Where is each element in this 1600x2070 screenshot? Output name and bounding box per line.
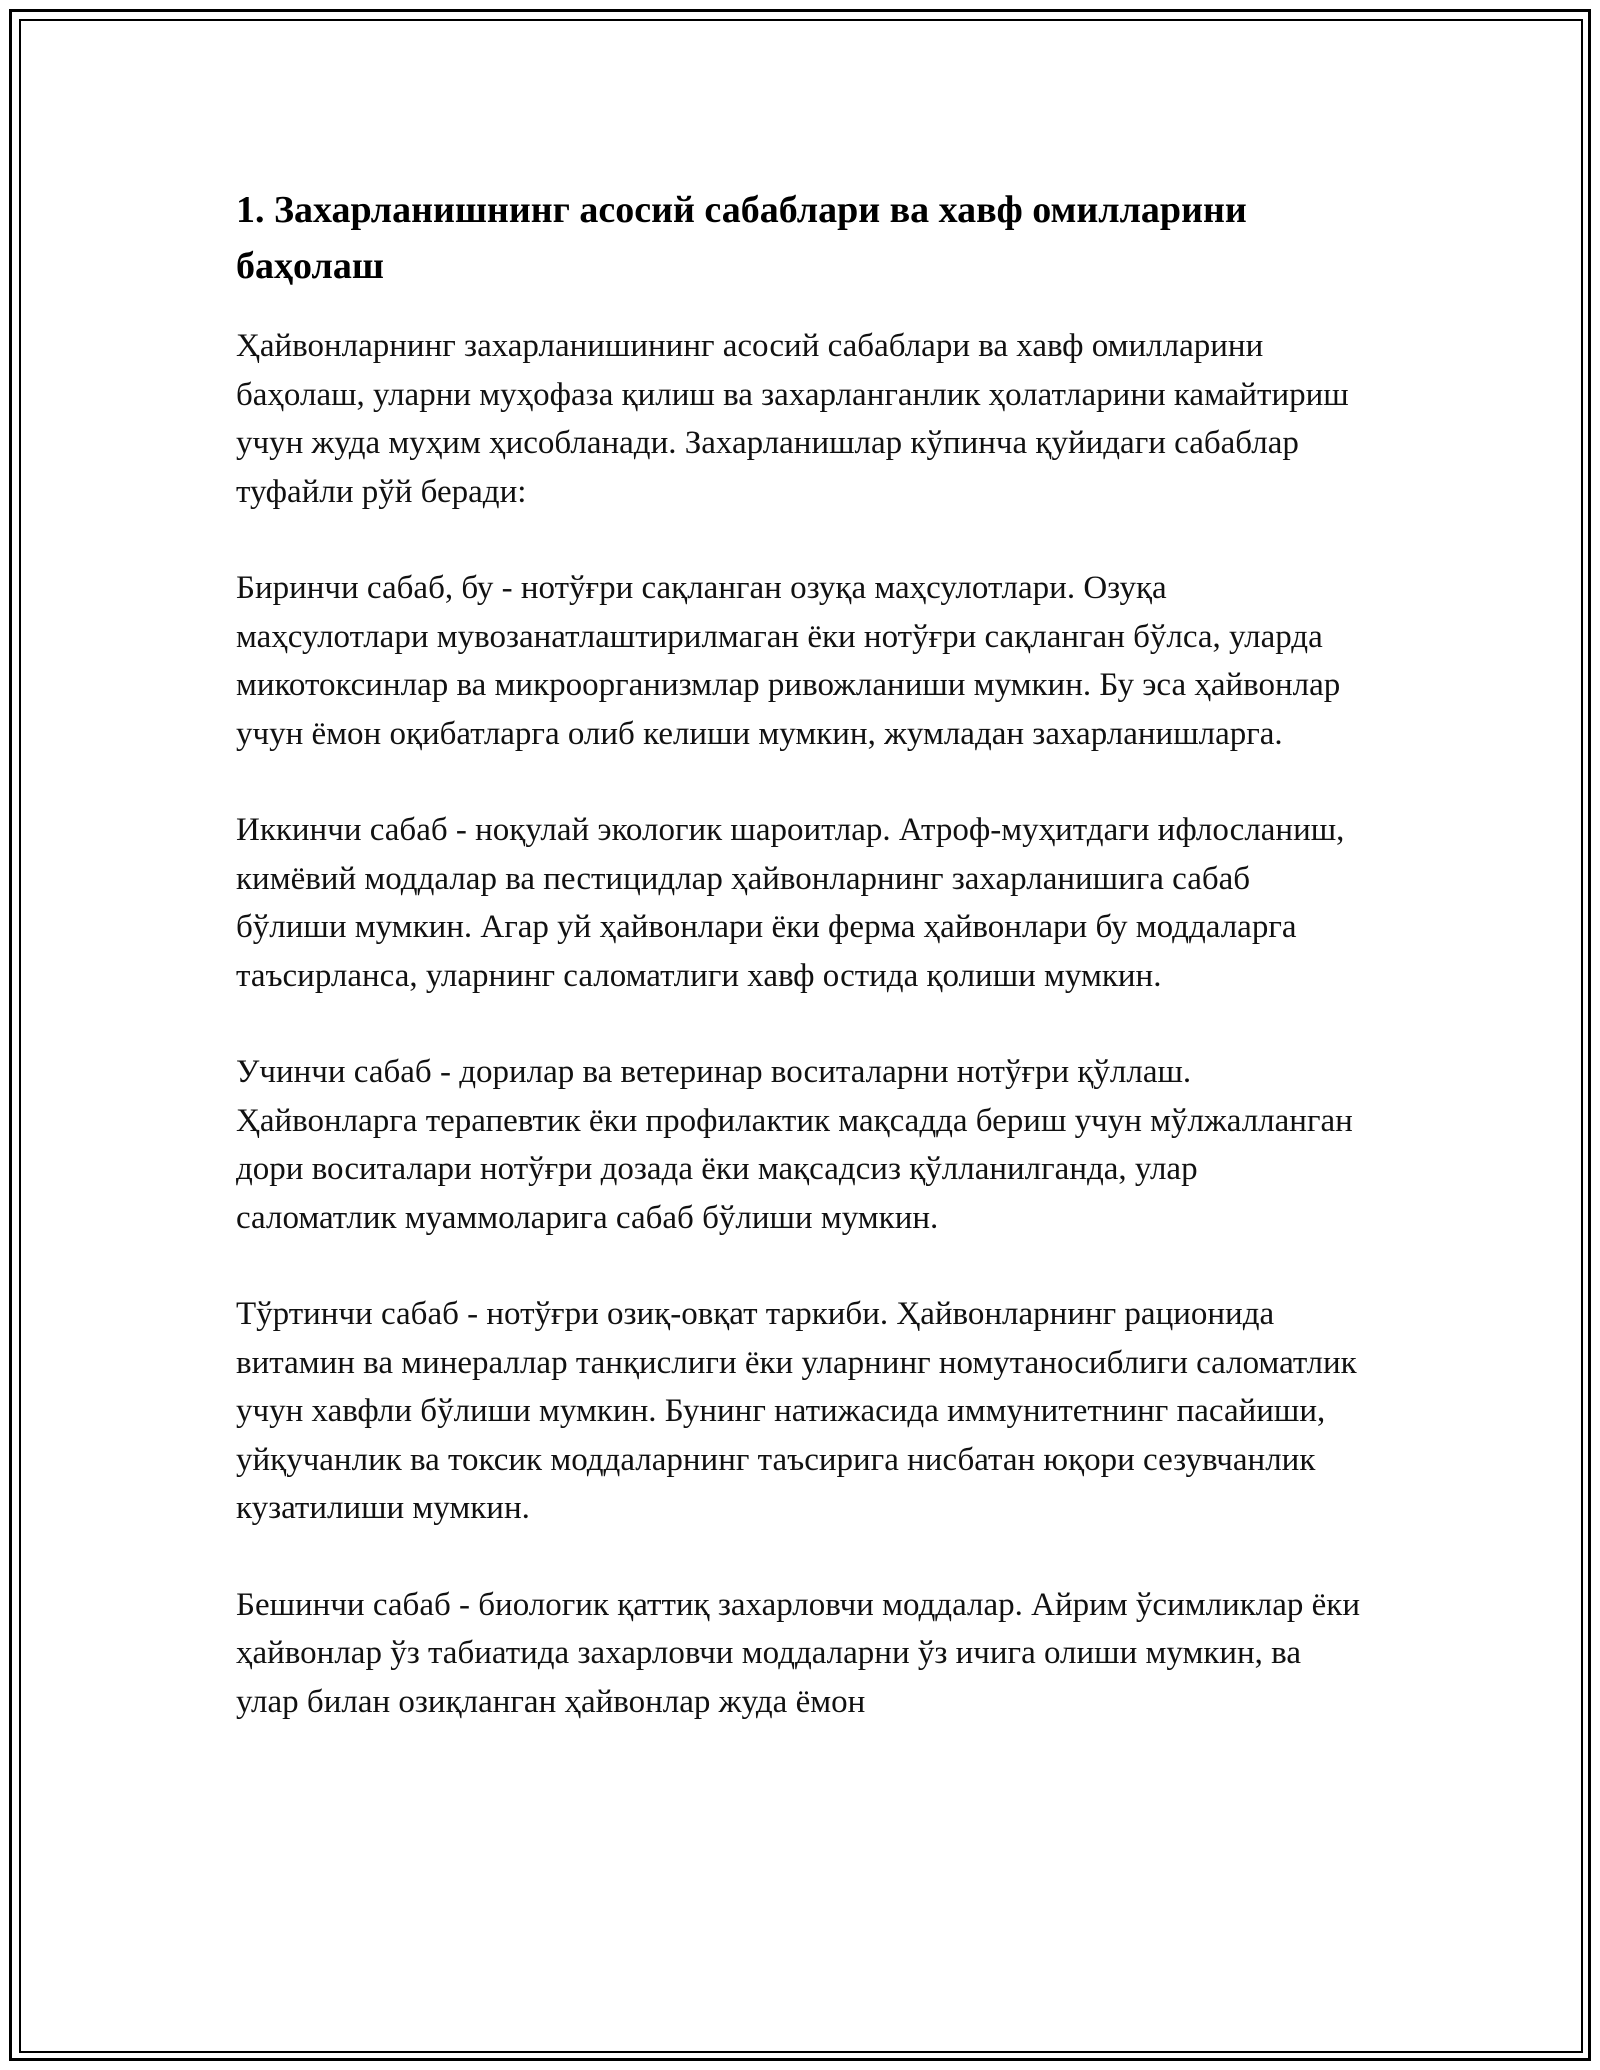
paragraph-intro: Ҳайвонларнинг захарланишининг асосий сабаблари ва хавф омилларини баҳолаш, уларни муҳофаза қилиш ва захарланганлик ҳолатларини камайтириш учун жуда муҳим ҳисобланади. Захарланишлар кўпинча қуйидаги сабаблар туфайли рўй беради: bbox=[236, 328, 1349, 510]
paragraph-reason-3: Учинчи сабаб - дорилар ва ветеринар воситаларни нотўғри қўллаш. Ҳайвонларга терапевтик ёки профилактик мақсадда бериш учун мўлжалланган дори воситалари нотўғри дозада ёки мақсадсиз қўлланилганда, улар саломатлик муаммоларига сабаб бўлиши мумкин. bbox=[236, 1054, 1353, 1236]
document-body bbox=[236, 182, 1366, 1774]
paragraph-reason-4: Тўртинчи сабаб - нотўғри озиқ-овқат таркиби. Ҳайвонларнинг рационида витамин ва минераллар танқислиги ёки уларнинг номутаносиблиги саломатлик учун хавфли бўлиши мумкин. Бунинг натижасида иммунитетнинг пасайиши, уйқучанлик ва токсик моддаларнинг таъсирига нисбатан юқори сезувчанлик кузатилиши мумкин. bbox=[236, 1296, 1357, 1526]
paragraph-reason-1: Биринчи сабаб, бу - нотўғри сақланган озуқа маҳсулотлари. Озуқа маҳсулотлари мувозанатлаштирилмаган ёки нотўғри сақланган бўлса, уларда микотоксинлар ва микроорганизмлар ривожланиши мумкин. Бу эса ҳайвонлар учун ёмон оқибатларга олиб келиши мумкин, жумладан захарланишларга. bbox=[236, 570, 1341, 752]
paragraph-reason-2: Иккинчи сабаб - ноқулай экологик шароитлар. Атроф-муҳитдаги ифлосланиш, кимёвий моддалар ва пестицидлар ҳайвонларнинг захарланишига сабаб бўлиши мумкин. Агар уй ҳайвонлари ёки ферма ҳайвонлари бу моддаларга таъсирланса, уларнинг саломатлиги хавф остида қолиши мумкин. bbox=[236, 812, 1345, 994]
paragraph-reason-5: Бешинчи сабаб - биологик қаттиқ захарловчи моддалар. Айрим ўсимликлар ёки ҳайвонлар ўз табиатида захарловчи моддаларни ўз ичига олиши мумкин, ва улар билан озиқланган ҳайвонлар жуда ёмон bbox=[236, 1586, 1360, 1720]
section-heading: 1. Захарланишнинг асосий сабаблари ва хавф омилларини баҳолаш bbox=[236, 189, 1247, 287]
